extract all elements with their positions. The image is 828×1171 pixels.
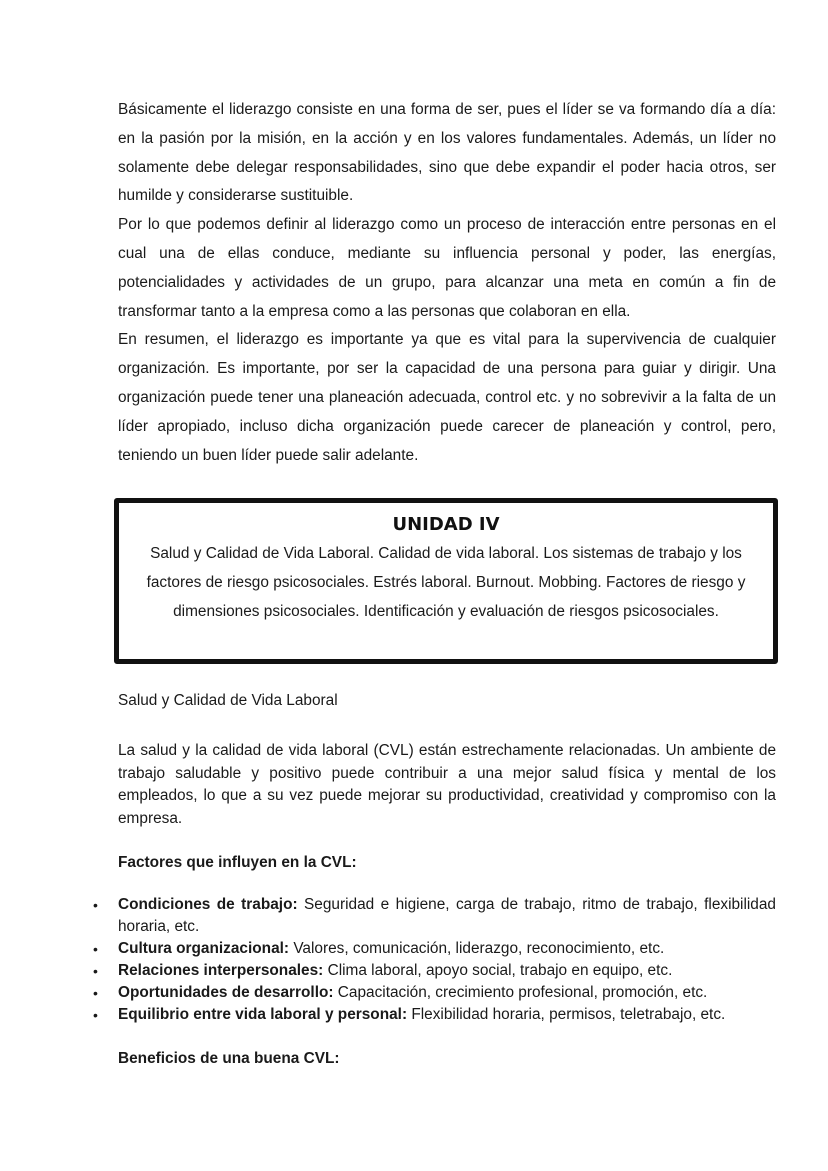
factors-heading: Factores que influyen en la CVL: (118, 854, 357, 871)
unit-box (114, 498, 778, 664)
factor-desc: Clima laboral, apoyo social, trabajo en equipo, etc. (327, 962, 673, 979)
cvl-section (93, 690, 776, 1070)
section-heading: Salud y Calidad de Vida Laboral (118, 692, 338, 709)
factor-term: Oportunidades de desarrollo: (118, 984, 334, 1001)
bullet-icon: • (93, 1007, 98, 1023)
factor-desc: Flexibilidad horaria, permisos, teletrabajo, etc. (411, 1006, 726, 1023)
factor-term: Equilibrio entre vida laboral y personal: (118, 1006, 408, 1023)
cvl-paragraph: La salud y la calidad de vida laboral (CVL) están estrechamente relacionadas. Un ambiente de trabajo saludable y positivo puede contribuir a una mejor salud física y mental de los empleados, lo que a su vez puede mejorar su productividad, creatividad y compromiso con la empresa. (118, 742, 776, 827)
list-item (93, 960, 776, 982)
bullet-icon: • (93, 897, 98, 913)
factor-term: Relaciones interpersonales: (118, 962, 324, 979)
factor-term: Cultura organizacional: (118, 940, 290, 957)
unit-title: UNIDAD IV (392, 514, 500, 535)
intro-paragraph-2: Por lo que podemos definir al liderazgo como un proceso de interacción entre personas en el cual una de ellas conduce, mediante su influencia personal y poder, las energías, potencialidades y actividades de un grupo, para alcanzar una meta en común a fin de transformar tanto a la empresa como a las personas que colaboran en ella. (118, 216, 776, 320)
bullet-icon: • (93, 963, 98, 979)
factor-desc: Valores, comunicación, liderazgo, reconocimiento, etc. (293, 940, 665, 957)
intro-paragraph-1: Básicamente el liderazgo consiste en una forma de ser, pues el líder se va formando día a día: en la pasión por la misión, en la acción y en los valores fundamentales. Además, un líder no solamente debe delegar responsabilidades, sino que debe expandir el poder hacia otros, ser humilde y considerarse sustituible. (118, 101, 776, 205)
list-item (93, 894, 776, 938)
unit-description: Salud y Calidad de Vida Laboral. Calidad de vida laboral. Los sistemas de trabajo y los factores de riesgo psicosociales. Estrés laboral. Burnout. Mobbing. Factores de riesgo y dimensiones psicosociales. Identificación y evaluación de riesgos psicosociales. (146, 545, 746, 620)
factor-term: Condiciones de trabajo: (118, 896, 298, 913)
benefits-heading: Beneficios de una buena CVL: (118, 1050, 340, 1067)
list-item (93, 1004, 776, 1026)
intro-section (118, 96, 776, 470)
intro-paragraph-3: En resumen, el liderazgo es importante ya que es vital para la supervivencia de cualquier organización. Es importante, por ser la capacidad de una persona para guiar y dirigir. Una organización puede tener una planeación adecuada, control etc. y no sobrevivir a la falta de un líder apropiado, incluso dicha organización puede carecer de planeación y control, pero, teniendo un buen líder puede salir adelante. (118, 331, 776, 464)
bullet-icon: • (93, 985, 98, 1001)
list-item (93, 938, 776, 960)
factors-list (93, 894, 776, 1026)
factor-desc: Capacitación, crecimiento profesional, promoción, etc. (337, 984, 708, 1001)
bullet-icon: • (93, 941, 98, 957)
factor-desc: Seguridad e higiene, carga de trabajo, ritmo de trabajo, flexibilidad horaria, etc. (118, 896, 776, 935)
list-item (93, 982, 776, 1004)
